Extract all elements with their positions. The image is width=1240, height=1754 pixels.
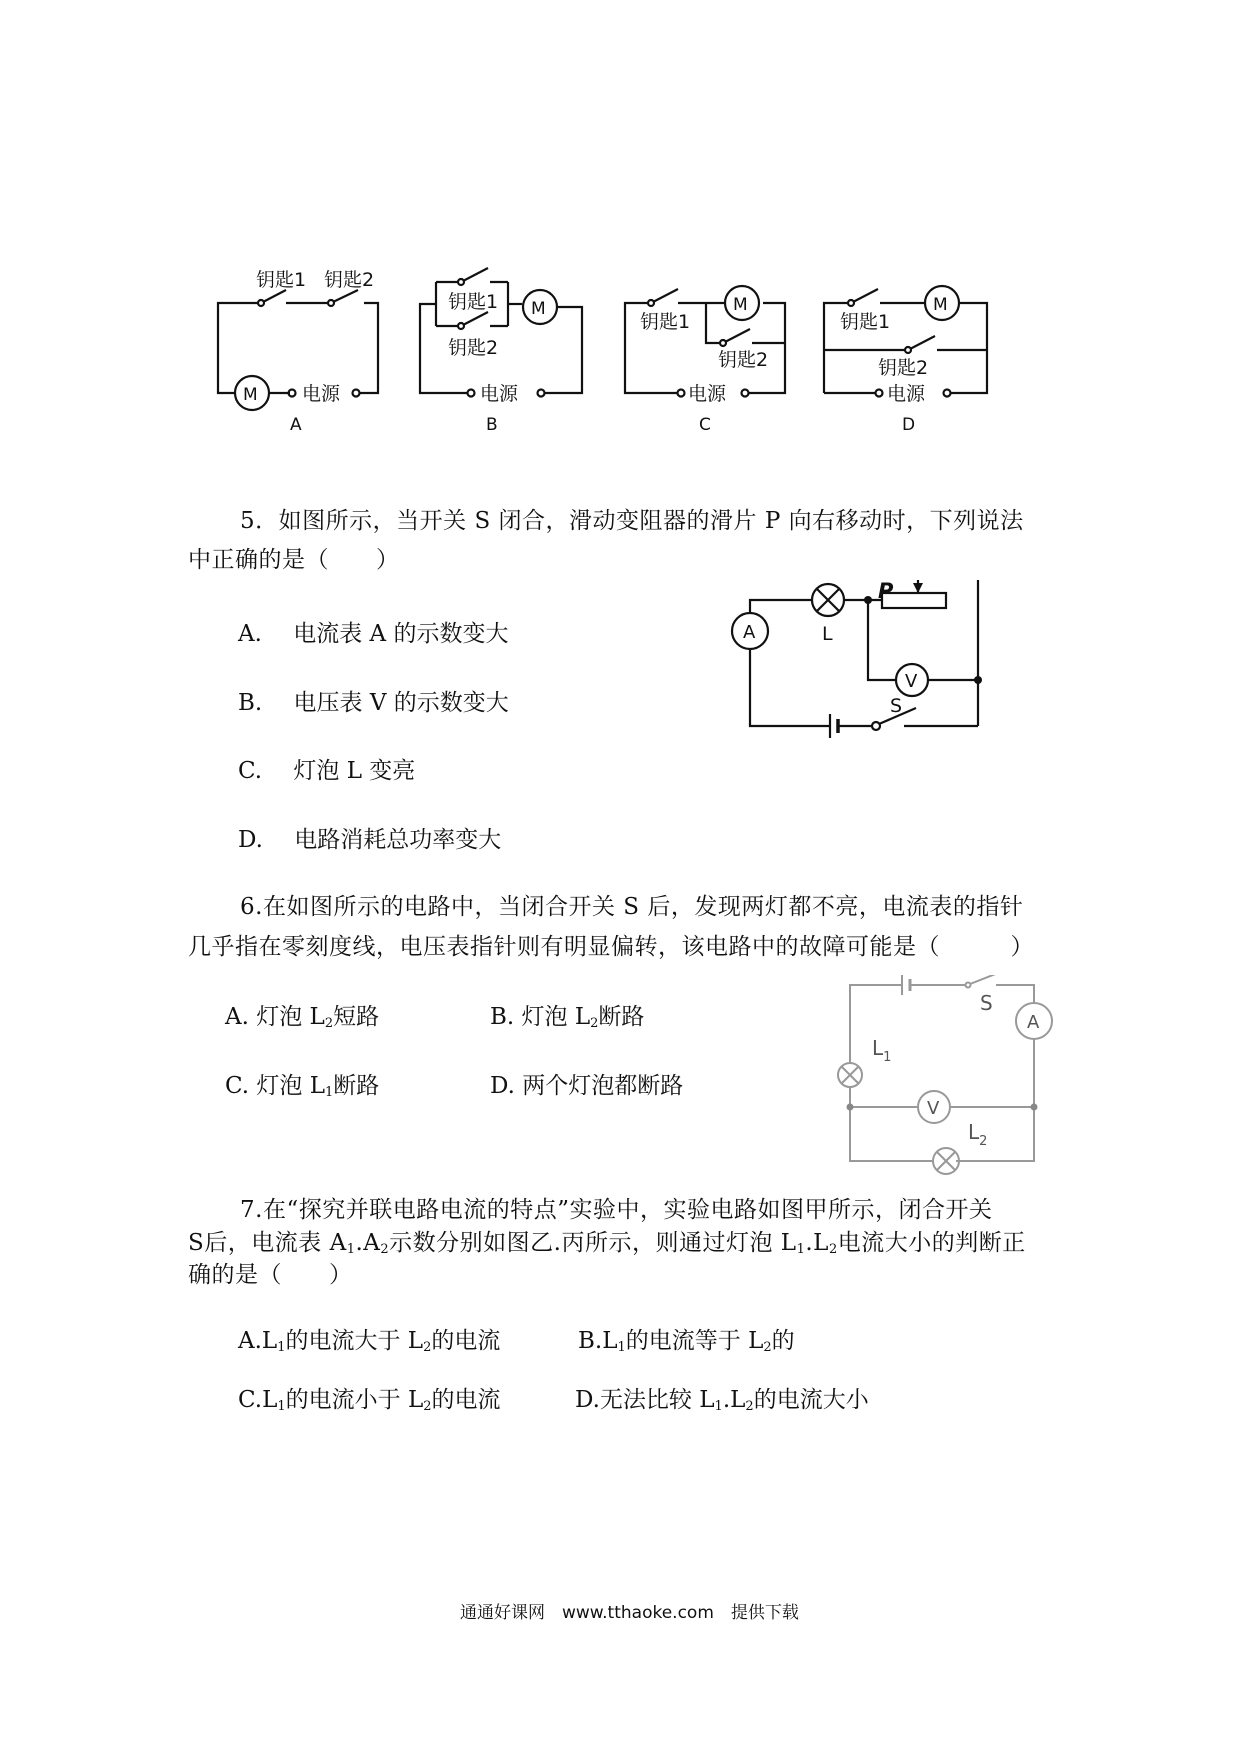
q6-v-label: V (927, 1098, 940, 1119)
q5-option-b-text: 电压表 V 的示数变大 (293, 690, 509, 716)
q6-s-label: S (980, 991, 993, 1015)
a-source-label: 电源 (302, 383, 341, 405)
d-motor-label: M (933, 295, 948, 315)
q5-v-label: V (905, 671, 918, 692)
q5-circuit-diagram (720, 580, 1000, 750)
circuit-c (625, 286, 785, 397)
q6-option-c-prefix: C. 灯泡 L (225, 1073, 325, 1099)
q7-option-b: $B.L_1$的电流等于 $L_2$的 (578, 1328, 795, 1355)
q7-stem-line3: 确的是（ ） (188, 1262, 353, 1288)
a-option-label: A (290, 415, 302, 435)
a-key1-label: 钥匙1 (256, 269, 307, 291)
a-motor-label: M (243, 385, 258, 405)
c-key1-label: 钥匙1 (640, 311, 691, 333)
circuit-a (218, 290, 378, 410)
q5-option-b-letter: B. (238, 690, 263, 716)
q4-circuit-diagrams (0, 0, 1240, 480)
q5-option-c-letter: C. (238, 758, 263, 784)
q5-option-b (238, 684, 509, 717)
q5-option-a-letter: A. (238, 621, 262, 647)
q6-option-a-sub: 2 (324, 1016, 334, 1031)
q5-stem-line2: 中正确的是（ ） (188, 547, 400, 573)
q6-option-b-prefix: B. 灯泡 L (490, 1004, 591, 1030)
b-source-label: 电源 (480, 383, 519, 405)
q7-stem-line1: 7.在“探究并联电路电流的特点”实验中，实验电路如图甲所示，闭合开关 (240, 1197, 993, 1223)
q5-option-c (238, 752, 415, 785)
d-option-label: D (902, 415, 916, 435)
q6-l2-label: $L_2$ (968, 1120, 988, 1149)
q6-option-a-suffix: 短路 (333, 1004, 380, 1030)
q6-l1-label: $L_1$ (872, 1036, 892, 1065)
q5-l-label: L (822, 623, 833, 645)
q6-l1-sub: 1 (883, 1050, 892, 1065)
q6-option-d: D. 两个灯泡都断路 (490, 1073, 684, 1099)
q6-circuit-diagram (828, 975, 1068, 1175)
page-footer: 通通好课网 www.tthaoke.com 提供下载 (460, 1603, 799, 1623)
b-motor-label: M (531, 299, 546, 319)
q6-option-c (225, 1067, 379, 1100)
q5-p-label: P (878, 580, 894, 603)
b-key2-label: 钥匙2 (448, 337, 499, 359)
q6-option-a-prefix: A. 灯泡 L (225, 1004, 325, 1030)
a-key2-label: 钥匙2 (324, 269, 375, 291)
b-option-label: B (486, 415, 498, 435)
q5-option-a (238, 615, 508, 648)
q7-option-c: $C.L_1$的电流小于 $L_2$的电流 (238, 1387, 501, 1414)
q5-option-d-letter: D. (238, 827, 263, 853)
q6-option-b-suffix: 断路 (598, 1004, 645, 1030)
c-motor-label: M (733, 295, 748, 315)
q6-stem-line1: 6.在如图所示的电路中，当闭合开关 S 后，发现两灯都不亮，电流表的指针 (240, 894, 1024, 920)
q5-option-d-text: 电路消耗总功率变大 (294, 827, 502, 853)
c-option-label: C (699, 415, 711, 435)
circuit-d (824, 286, 987, 397)
q7-stem-line2: S后，电流表 $A_1.A_2$示数分别如图乙.丙所示，则通过灯泡 $L_1.L_2$电流大小的判断正 (188, 1230, 1026, 1257)
q6-option-c-suffix: 断路 (333, 1073, 380, 1099)
q7-option-a: $A.L_1$的电流大于 $L_2$的电流 (238, 1328, 501, 1355)
b-key1-label: 钥匙1 (448, 291, 499, 313)
q6-option-a (225, 998, 379, 1031)
d-source-label: 电源 (887, 383, 926, 405)
c-source-label: 电源 (688, 383, 727, 405)
q6-option-b-sub: 2 (590, 1016, 599, 1031)
q5-option-a-text: 电流表 A 的示数变大 (293, 621, 509, 647)
d-key1-label: 钥匙1 (840, 311, 891, 333)
q6-stem-line2: 几乎指在零刻度线，电压表指针则有明显偏转，该电路中的故障可能是（ ） (188, 934, 1034, 960)
q6-l2-sub: 2 (979, 1134, 988, 1149)
c-key2-label: 钥匙2 (718, 349, 769, 371)
q6-option-c-sub: 1 (325, 1085, 334, 1100)
q6-a-label: A (1027, 1012, 1040, 1033)
q6-option-b (490, 998, 644, 1031)
q5-option-d (238, 821, 501, 854)
q5-option-c-text: 灯泡 L 变亮 (293, 758, 416, 784)
q7-option-d: D.无法比较 $L_1.L_2$的电流大小 (575, 1387, 869, 1414)
q5-stem-line1: 5．如图所示，当开关 S 闭合，滑动变阻器的滑片 P 向右移动时，下列说法 (240, 508, 1024, 534)
q5-a-label: A (743, 622, 756, 643)
circuit-b (420, 268, 582, 397)
d-key2-label: 钥匙2 (878, 357, 929, 379)
q5-s-label: S (890, 695, 903, 717)
